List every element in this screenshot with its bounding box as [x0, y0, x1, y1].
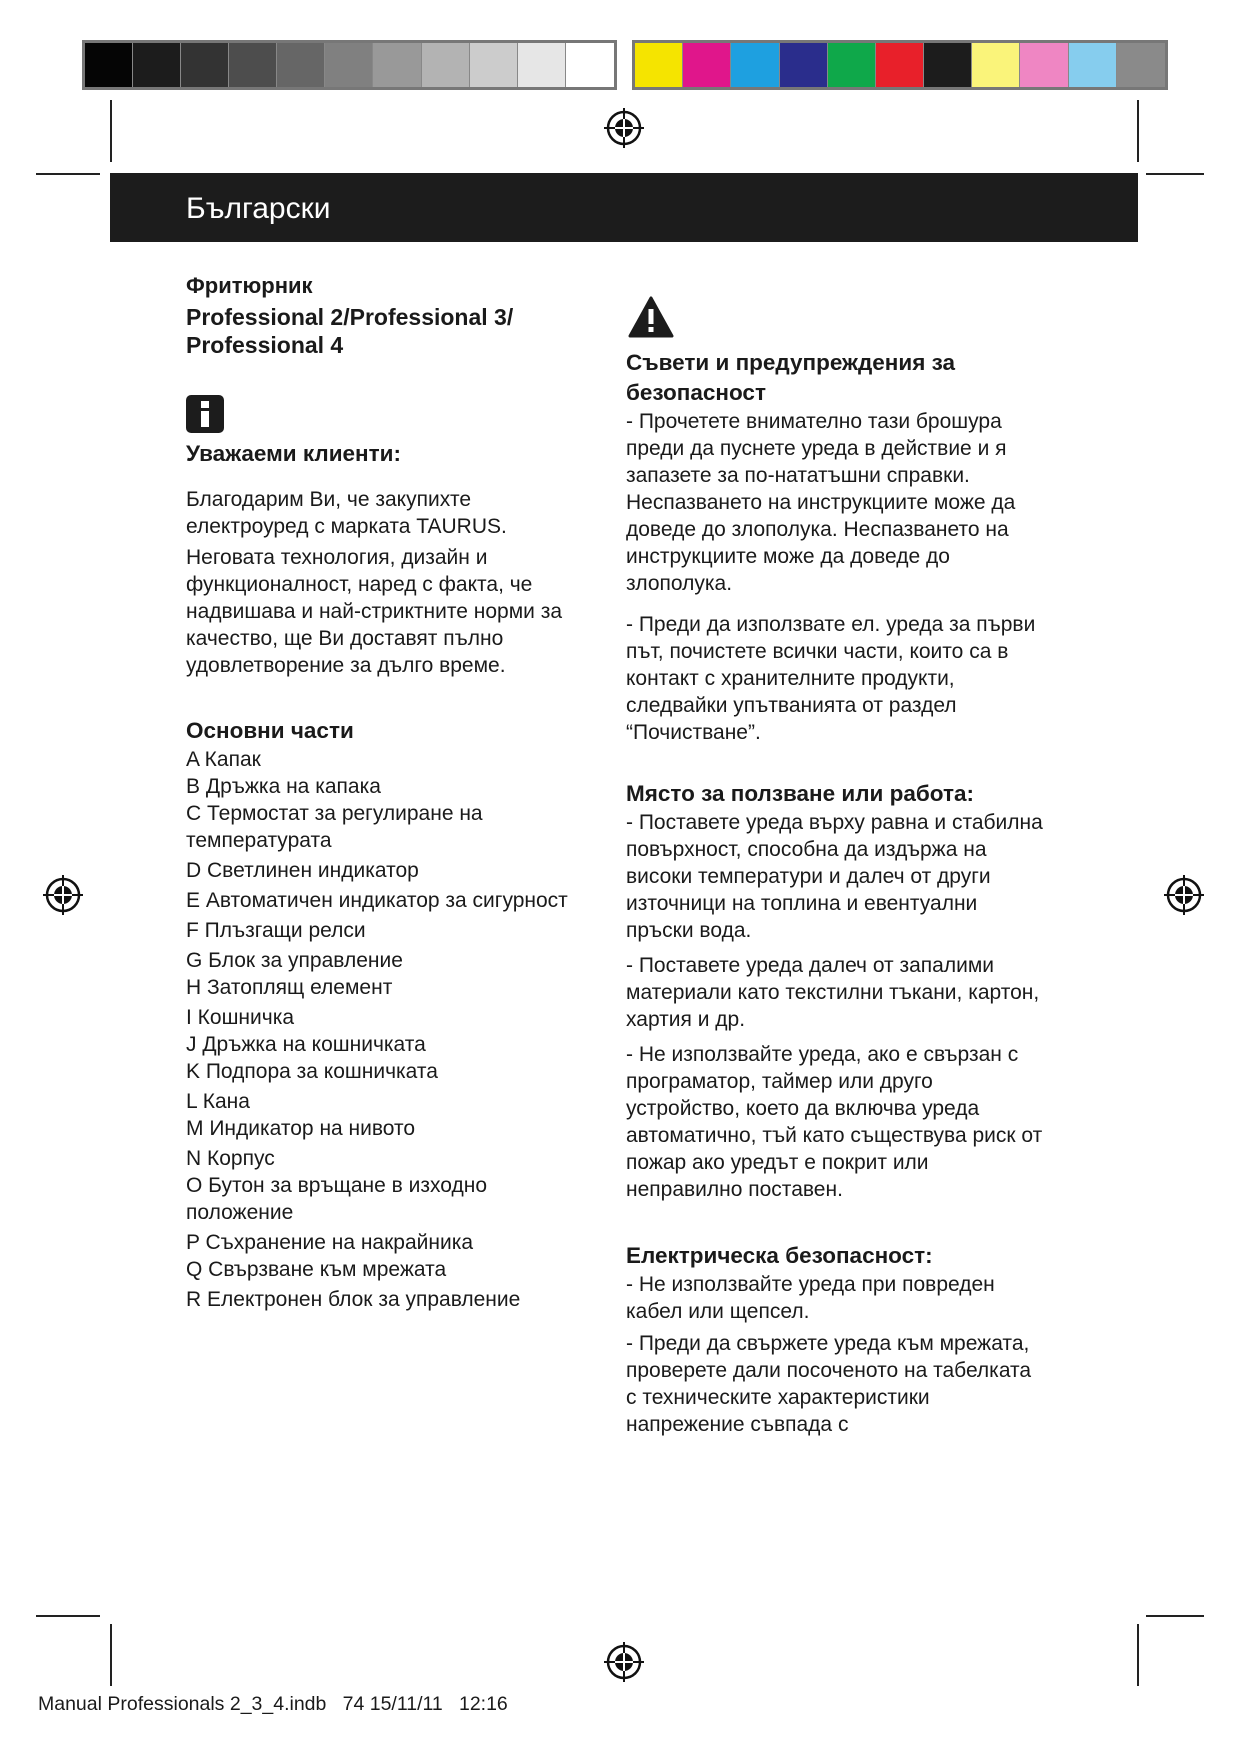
print-slug: Manual Professionals 2_3_4.indb 74 15/11/11 12:16 [38, 1693, 508, 1715]
list-item: G Блок за управление [186, 949, 403, 972]
electrical-heading: Електрическа безопасност: [626, 1243, 933, 1268]
list-item: J Дръжка на кошничката [186, 1033, 426, 1056]
color-swatch [924, 43, 972, 87]
left-column [186, 272, 586, 1313]
crop-mark [1146, 173, 1204, 175]
product-models: Professional 2/Professional 3/ [186, 304, 514, 330]
color-swatch [1069, 43, 1117, 87]
parts-heading: Основни части [186, 718, 354, 743]
gray-swatch [133, 43, 181, 87]
color-swatch [972, 43, 1020, 87]
list-item: R Електронен блок за управление [186, 1288, 521, 1311]
gray-swatch [566, 43, 614, 87]
list-item: O Бутон за връщане в изходно положение [186, 1174, 488, 1224]
list-item: C Термостат за регулиране на температурата [186, 802, 483, 852]
color-swatch [635, 43, 683, 87]
safety-paragraph: - Прочетете внимателно тази брошура преди да пуснете уреда в действие и я запазете за по-нататъшни справки. Неспазването на инструкциите може да доведе до злополука. Неспазването на инструкциите може да доведе до злополука. [626, 410, 1016, 595]
list-item: I Кошничка [186, 1006, 295, 1029]
gray-swatch [325, 43, 373, 87]
language-banner [110, 173, 1138, 242]
right-column [626, 296, 1046, 1438]
product-models: Professional 4 [186, 332, 344, 358]
list-item: F Плъзгащи релси [186, 919, 366, 942]
grayscale-bar [82, 40, 617, 90]
crop-mark [1137, 1624, 1139, 1686]
parts-list [186, 746, 586, 1313]
electrical-paragraph: - Не използвайте уреда при повреден кабел или щепсел. [626, 1273, 995, 1323]
info-icon [186, 395, 224, 433]
gray-swatch [373, 43, 421, 87]
language-title: Български [186, 192, 331, 225]
list-item: K Подпора за кошничката [186, 1060, 438, 1083]
list-item: A Капак [186, 748, 261, 771]
intro-paragraph: Неговата технология, дизайн и функционалност, наред с факта, че надвишава и най-стриктните норми за качество, ще Ви доставят пълно удовлетворение за дълго време. [186, 546, 563, 677]
safety-paragraph: - Преди да използвате ел. уреда за първи път, почистете всички части, които са в контакт с хранителните продукти, следвайки упътванията от раздел “Почистване”. [626, 613, 1036, 744]
workplace-heading: Място за ползване или работа: [626, 781, 974, 806]
color-swatch [828, 43, 876, 87]
workplace-paragraph: - Не използвайте уреда, ако е свързан с програматор, таймер или друго устройство, което да включва уреда автоматично, тъй като съществува риск от пожар ако уредът е покрит или неправилно поставен. [626, 1043, 1043, 1201]
gray-swatch [277, 43, 325, 87]
color-swatch [1020, 43, 1068, 87]
electrical-paragraph: - Преди да свържете уреда към мрежата, проверете дали посоченото на табелката с техническите характеристики напрежение съвпада с [626, 1332, 1032, 1436]
color-swatch [780, 43, 828, 87]
list-item: E Автоматичен индикатор за сигурност [186, 889, 568, 912]
gray-swatch [470, 43, 518, 87]
gray-swatch [85, 43, 133, 87]
list-item: N Корпус [186, 1147, 275, 1170]
list-item: D Светлинен индикатор [186, 859, 419, 882]
gray-swatch [422, 43, 470, 87]
registration-mark-icon [1162, 873, 1206, 917]
crop-mark [110, 1624, 112, 1686]
crop-mark [1137, 100, 1139, 162]
workplace-paragraph: - Поставете уреда върху равна и стабилна повърхност, способна да издържа на високи температури и далеч от други източници на топлина и евентуални пръски вода. [626, 811, 1043, 942]
list-item: B Дръжка на капака [186, 775, 381, 798]
crop-mark [110, 100, 112, 162]
product-name: Фритюрник [186, 273, 313, 298]
list-item: Q Свързване към мрежата [186, 1258, 447, 1281]
list-item: L Кана [186, 1090, 250, 1113]
intro-heading: Уважаеми клиенти: [186, 441, 401, 466]
gray-swatch [229, 43, 277, 87]
registration-mark-icon [602, 1640, 646, 1684]
color-swatch [876, 43, 924, 87]
intro-paragraph: Благодарим Ви, че закупихте електроуред с марката TAURUS. [186, 488, 507, 538]
list-item: P Съхранение на накрайника [186, 1231, 474, 1254]
list-item: H Затоплящ елемент [186, 976, 393, 999]
safety-heading: Съвети и предупреждения за безопасност [626, 350, 956, 405]
color-bar [632, 40, 1168, 90]
crop-mark [36, 1615, 100, 1617]
registration-mark-icon [41, 873, 85, 917]
list-item: M Индикатор на нивото [186, 1117, 416, 1140]
color-swatch [683, 43, 731, 87]
warning-icon [628, 296, 674, 338]
crop-mark [1146, 1615, 1204, 1617]
registration-mark-icon [602, 106, 646, 150]
color-swatch [1117, 43, 1165, 87]
color-swatch [731, 43, 779, 87]
crop-mark [36, 173, 100, 175]
workplace-paragraph: - Поставете уреда далеч от запалими материали като текстилни тъкани, картон, хартия и др. [626, 954, 1040, 1031]
gray-swatch [181, 43, 229, 87]
gray-swatch [518, 43, 566, 87]
